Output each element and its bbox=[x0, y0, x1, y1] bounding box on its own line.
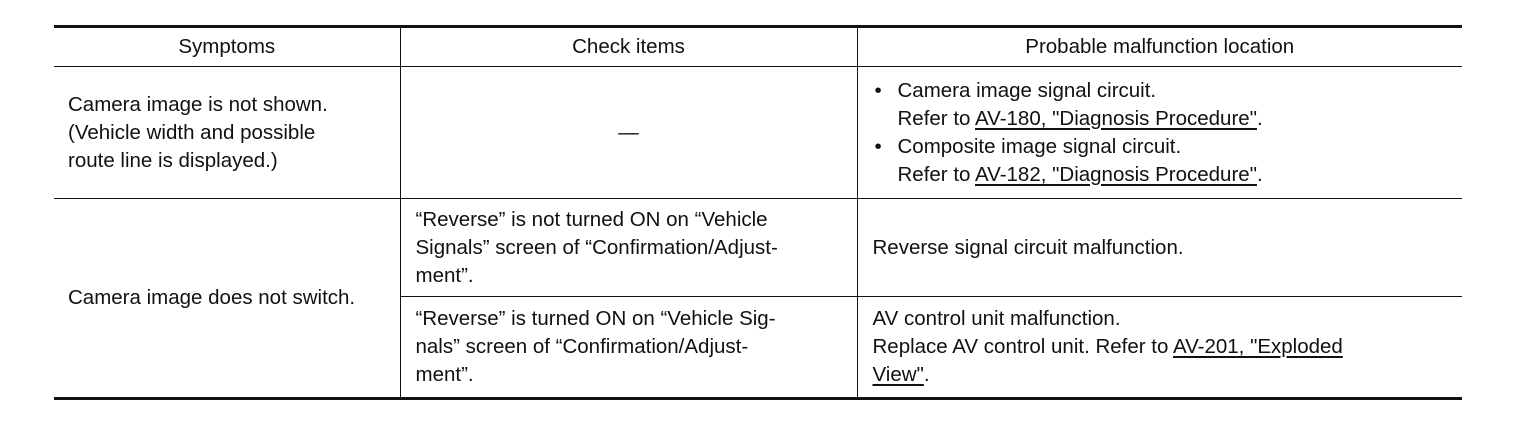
symptom-line: Camera image is not shown. bbox=[68, 92, 328, 116]
table-header bbox=[54, 27, 1462, 67]
location-item bbox=[873, 77, 1451, 105]
check-line: “Reverse” is turned ON on “Vehicle Sig- bbox=[415, 307, 776, 330]
table-row bbox=[54, 199, 1462, 297]
header-probable-location: Probable malfunction location bbox=[857, 27, 1462, 67]
check-cell bbox=[400, 67, 857, 199]
check-text bbox=[401, 206, 857, 290]
symptom-text: Camera image does not switch. bbox=[68, 286, 356, 309]
reference-link-av-201-continued[interactable]: View" bbox=[872, 363, 924, 386]
location-reference bbox=[873, 105, 1451, 133]
check-line: “Reverse” is not turned ON on “Vehicle bbox=[415, 207, 768, 231]
symptom-line: (Vehicle width and possible bbox=[68, 120, 316, 144]
reference-link-av-182[interactable]: AV-182, "Diagnosis Procedure" bbox=[975, 162, 1257, 186]
location-list bbox=[858, 77, 1463, 189]
location-text: Reverse signal circuit malfunction. bbox=[872, 235, 1184, 259]
check-dash: — bbox=[618, 120, 639, 144]
check-line: Signals” screen of “Confirmation/Adjust- bbox=[415, 235, 778, 259]
check-cell bbox=[400, 199, 857, 297]
symptom-cell bbox=[54, 199, 400, 399]
diagnosis-table bbox=[54, 25, 1462, 400]
ref-suffix: . bbox=[1256, 162, 1263, 186]
reference-link-av-180[interactable]: AV-180, "Diagnosis Procedure" bbox=[975, 106, 1257, 130]
symptom-line: route line is displayed.) bbox=[68, 148, 278, 172]
header-symptoms: Symptoms bbox=[54, 27, 400, 67]
location-text bbox=[858, 305, 1463, 389]
reference-link-av-201[interactable]: AV-201, "Exploded bbox=[1172, 335, 1343, 358]
location-reference bbox=[873, 161, 1451, 189]
location-line bbox=[873, 333, 1451, 361]
ref-suffix: . bbox=[1256, 106, 1263, 130]
header-row bbox=[54, 27, 1462, 67]
check-text bbox=[401, 305, 857, 389]
location-line: AV control unit malfunction. bbox=[872, 307, 1121, 330]
refer-prefix: Refer to bbox=[897, 106, 975, 130]
location-cell bbox=[857, 297, 1462, 399]
location-line bbox=[873, 361, 1451, 389]
location-cell bbox=[857, 67, 1462, 199]
ref-suffix: . bbox=[923, 363, 930, 386]
location-item-text: Composite image signal circuit. bbox=[897, 134, 1182, 158]
location-cell bbox=[857, 199, 1462, 297]
check-cell bbox=[400, 297, 857, 399]
header-check-items: Check items bbox=[400, 27, 857, 67]
symptom-text bbox=[54, 91, 400, 175]
bullet: • bbox=[874, 78, 882, 102]
location-item-text: Camera image signal circuit. bbox=[897, 78, 1157, 102]
symptom-cell bbox=[54, 67, 400, 199]
check-line: ment”. bbox=[415, 263, 474, 287]
check-line: nals” screen of “Confirmation/Adjust- bbox=[415, 335, 749, 358]
check-line: ment”. bbox=[415, 363, 474, 386]
refer-prefix: Refer to bbox=[897, 162, 975, 186]
bullet: • bbox=[874, 134, 882, 158]
refer-prefix: Replace AV control unit. Refer to bbox=[872, 335, 1173, 358]
location-item bbox=[873, 133, 1451, 161]
table-row bbox=[54, 67, 1462, 199]
